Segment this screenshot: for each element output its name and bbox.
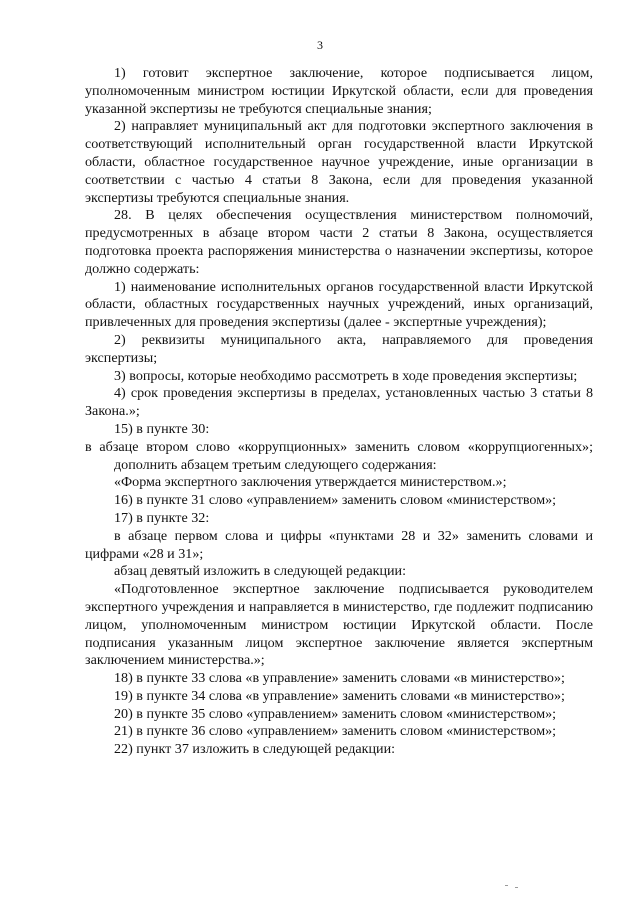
paragraph: 28. В целях обеспечения осуществления министерством полномочий, предусмотренных в абзаце втором части 2 статьи 8 Закона, осуществляется подготовка проекта распоряжения министерства о назначении экспертизы, которое должно содержать: bbox=[85, 207, 593, 277]
paragraph: 18) в пункте 33 слова «в управление» заменить словами «в министерство»; bbox=[114, 670, 565, 687]
paragraph: 3) вопросы, которые необходимо рассмотреть в ходе проведения экспертизы; bbox=[114, 367, 578, 384]
paragraph: 15) в пункте 30: bbox=[114, 420, 210, 437]
paragraph: «Подготовленное экспертное заключение подписывается руководителем экспертного учреждения и направляется в министерство, где подлежит подписанию лицом, уполномоченным министром юстиции Иркутской области. После подписания указанным лицом экспертное заключение является экспертным заключением министерства.»; bbox=[85, 581, 593, 669]
paragraph: 19) в пункте 34 слова «в управление» заменить словами «в министерство»; bbox=[114, 687, 565, 704]
paragraph: 2) направляет муниципальный акт для подготовки экспертного заключения в соответствующий исполнительный орган государственной власти Иркутской области, областное государственное научное учреждение, иные организации в соответствии с частью 4 статьи 8 Закона, если для проведения указанной экспертизы требуются специальные знания. bbox=[85, 118, 593, 206]
paragraph: в абзаце втором слово «коррупционных» заменить словом «коррупциогенных»; bbox=[85, 438, 593, 455]
paragraph: в абзаце первом слова и цифры «пунктами 28 и 32» заменить словами и цифрами «28 и 31»; bbox=[85, 527, 593, 562]
paragraph: 22) пункт 37 изложить в следующей редакции: bbox=[114, 741, 396, 758]
paragraph: 1) наименование исполнительных органов государственной власти Иркутской области, областных государственных научных учреждений, иных организаций, привлеченных для проведения экспертизы (далее - экспертные учреждения); bbox=[85, 278, 593, 331]
paragraph: 21) в пункте 36 слово «управлением» заменить словом «министерством»; bbox=[114, 723, 557, 740]
page-number: 3 bbox=[317, 38, 323, 52]
paragraph: абзац девятый изложить в следующей редакции: bbox=[114, 563, 407, 580]
scan-speck bbox=[515, 887, 518, 888]
paragraph: 17) в пункте 32: bbox=[114, 509, 210, 526]
document-body bbox=[85, 65, 593, 759]
paragraph: 20) в пункте 35 слово «управлением» заменить словом «министерством»; bbox=[114, 705, 557, 722]
scan-speck bbox=[505, 885, 508, 886]
paragraph: 4) срок проведения экспертизы в пределах, установленных частью 3 статьи 8 Закона.»; bbox=[85, 385, 593, 420]
paragraph: 1) готовит экспертное заключение, которое подписывается лицом, уполномоченным министром юстиции Иркутской области, если для проведения указанной экспертизы не требуются специальные знания; bbox=[85, 65, 593, 117]
paragraph: 16) в пункте 31 слово «управлением» заменить словом «министерством»; bbox=[114, 492, 557, 509]
paragraph: дополнить абзацем третьим следующего содержания: bbox=[114, 456, 437, 473]
paragraph: «Форма экспертного заключения утверждается министерством.»; bbox=[114, 474, 507, 491]
paragraph: 2) реквизиты муниципального акта, направляемого для проведения экспертизы; bbox=[85, 331, 593, 366]
